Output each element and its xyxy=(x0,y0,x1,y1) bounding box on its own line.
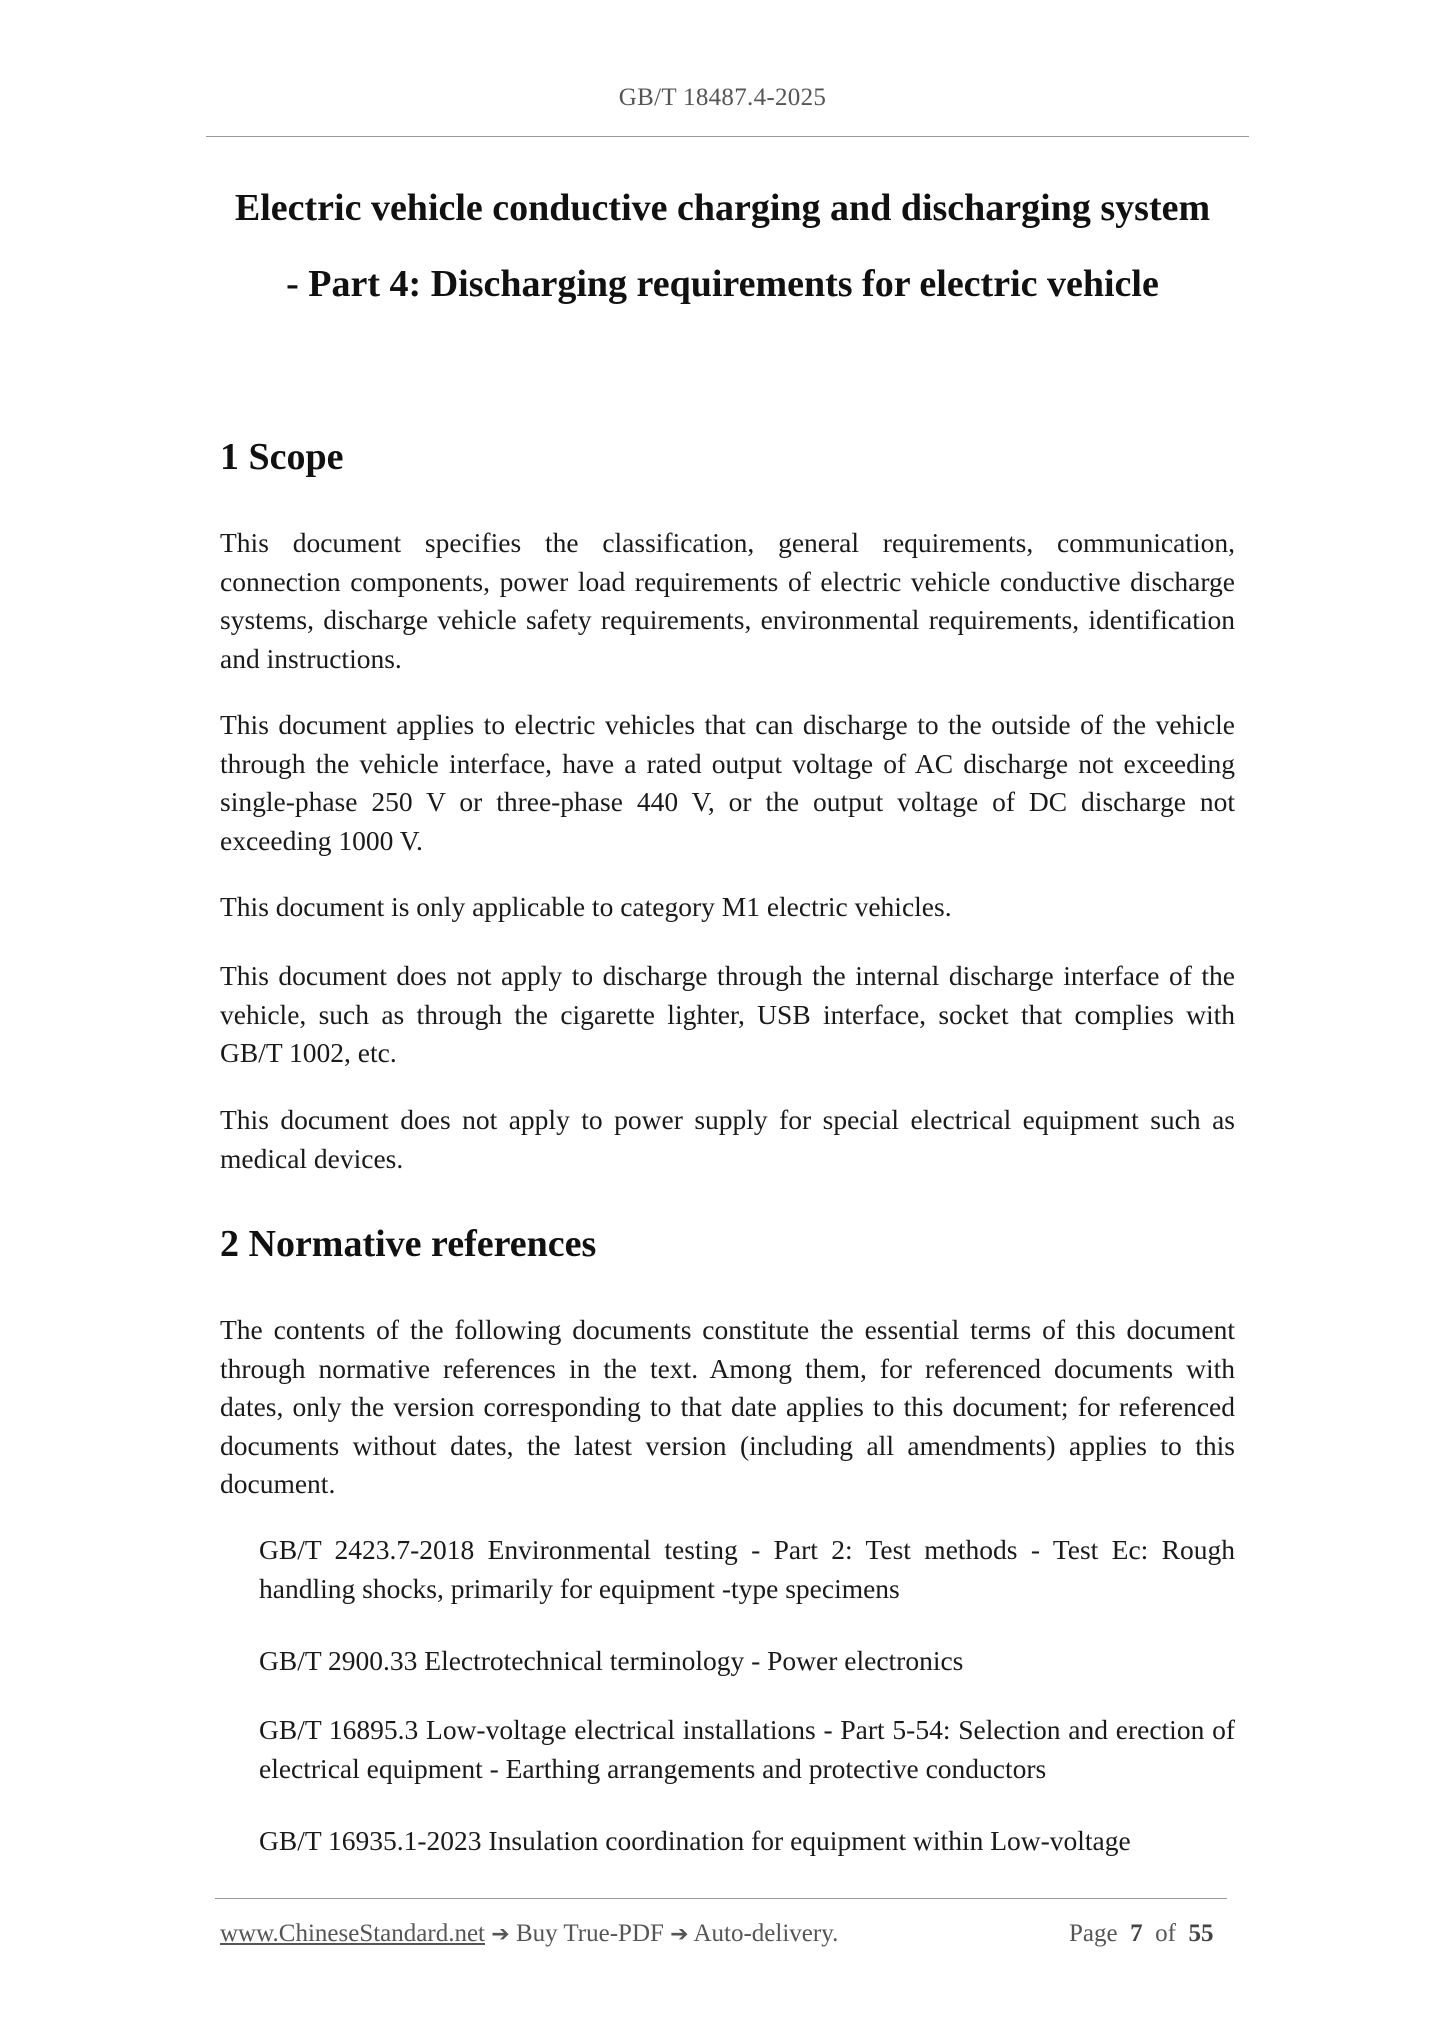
reference-item: GB/T 16935.1-2023 Insulation coordination for equipment within Low-voltage xyxy=(259,1825,1131,1856)
current-page-number: 7 xyxy=(1130,1920,1143,1947)
footer-promo xyxy=(220,1920,838,1948)
buy-pdf-text: Buy True-PDF xyxy=(515,1920,664,1947)
running-header: GB/T 18487.4-2025 xyxy=(618,84,827,111)
total-pages-number: 55 xyxy=(1188,1920,1214,1947)
references-intro-paragraph: The contents of the following documents constitute the essential terms of this document through normative references in the text. Among them, for referenced documents with dates, only the version corresponding to that date applies to this document; for referenced documents without dates, the latest version (including all amendments) applies to this document. xyxy=(220,1314,1235,1499)
reference-item: GB/T 2423.7-2018 Environmental testing - Part 2: Test methods - Test Ec: Rough handling shocks, primarily for equipment -type specimens xyxy=(259,1534,1235,1604)
of-label: of xyxy=(1155,1920,1176,1947)
scope-paragraph-5: This document does not apply to power supply for special electrical equipment such as medical devices. xyxy=(220,1104,1235,1174)
right-arrow-icon: ➔ xyxy=(491,1922,510,1947)
document-title-line-1: Electric vehicle conductive charging and discharging system xyxy=(234,187,1211,229)
right-arrow-icon: ➔ xyxy=(670,1922,689,1947)
page-indicator xyxy=(1069,1920,1213,1948)
website-link[interactable]: www.ChineseStandard.net xyxy=(220,1920,485,1947)
reference-item: GB/T 16895.3 Low-voltage electrical installations - Part 5-54: Selection and erection of electrical equipment - Earthing arrangements and protective conductors xyxy=(259,1714,1235,1784)
scope-paragraph-3: This document is only applicable to category M1 electric vehicles. xyxy=(220,891,952,922)
reference-item: GB/T 2900.33 Electrotechnical terminology - Power electronics xyxy=(259,1645,964,1676)
scope-paragraph-1: This document specifies the classification, general requirements, communication, connection components, power load requirements of electric vehicle conductive discharge systems, discharge vehicle safety requirements, environmental requirements, identification and instructions. xyxy=(220,527,1235,674)
section-heading-normative-references: 2 Normative references xyxy=(220,1223,597,1265)
scope-paragraph-4: This document does not apply to discharge through the internal discharge interface of the vehicle, such as through the cigarette lighter, USB interface, socket that complies with GB/T 1002, etc. xyxy=(220,960,1235,1068)
document-title-line-2: - Part 4: Discharging requirements for electric vehicle xyxy=(286,263,1159,305)
page-label: Page xyxy=(1069,1920,1118,1947)
auto-delivery-text: Auto-delivery. xyxy=(693,1920,839,1947)
section-heading-scope: 1 Scope xyxy=(220,436,344,478)
footer-divider xyxy=(215,1898,1227,1899)
scope-paragraph-2: This document applies to electric vehicles that can discharge to the outside of the vehicle through the vehicle interface, have a rated output voltage of AC discharge not exceeding single-phase 250 V or three-phase 440 V, or the output voltage of DC discharge not exceeding 1000 V. xyxy=(220,709,1235,856)
header-divider xyxy=(206,136,1249,137)
